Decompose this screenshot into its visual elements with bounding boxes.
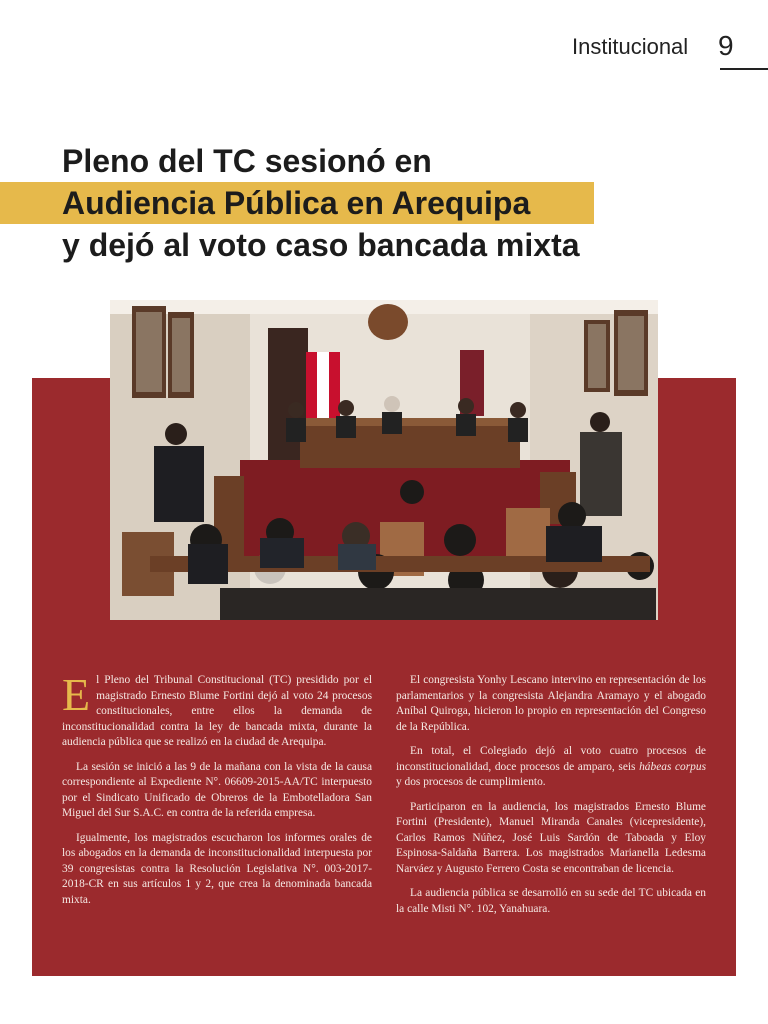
paragraph-text: En total, el Colegiado dejó al voto cuatro procesos de inconstitucionalidad, doce procesos de amparo, seis — [396, 745, 706, 773]
headline-line-1: Pleno del TC sesionó en — [62, 143, 432, 179]
headline — [0, 140, 768, 266]
article-body — [62, 669, 706, 926]
article-paragraph: El congresista Yonhy Lescano intervino en representación de los parlamentarios y la congresista Alejandra Aramayo y el abogado Aníbal Quiroga, hicieron lo propio en representación del Congreso de la República. — [396, 674, 706, 733]
headline-line-2-highlighted: Audiencia Pública en Arequipa — [0, 182, 594, 224]
article-paragraph: Participaron en la audiencia, los magistrados Ernesto Blume Fortini (Presidente), Manuel Miranda Canales (vicepresidente), Carlos Ramos Núñez, José Luis Sardón de Taboada y Eloy Espinosa-Saldaña Barrera. Los magistrados Marianella Ledesma Narváez y Augusto Ferrero Costa se encontraban de licencia. — [396, 800, 706, 875]
article-column-2 — [396, 673, 706, 926]
article-paragraph: La sesión se inició a las 9 de la mañana con la vista de la causa correspondiente al Expediente N°. 06609-2015-AA/TC interpuesto por el Sindicato Unificado de Obreros de la Embotelladora San Miguel del Sur S.A.C. en contra de la referida empresa. — [62, 760, 372, 819]
header-rule — [720, 68, 768, 70]
article-paragraph: La audiencia pública se desarrolló en su sede del TC ubicada en la calle Misti N°. 102, Yanahuara. — [396, 887, 706, 915]
italic-term: hábeas corpus — [639, 760, 706, 773]
article-paragraph: Igualmente, los magistrados escucharon los informes orales de los abogados en la demanda de inconstitucionalidad interpuesta por 39 congresistas contra la Resolución Legislativa N°. 003-2017-2018-CR en sus artículos 1 y 2, que crea la denominada bancada mixta. — [62, 831, 372, 906]
drop-cap: E — [62, 669, 91, 720]
article-paragraph — [62, 669, 372, 751]
article-paragraph — [396, 744, 706, 791]
paragraph-text: y dos procesos de cumplimiento. — [396, 776, 546, 788]
article-column-1 — [62, 669, 372, 926]
headline-line-3: y dejó al voto caso bancada mixta — [62, 227, 580, 263]
page-number: 9 — [718, 30, 734, 61]
section-title: Institucional — [572, 34, 689, 59]
paragraph-text: l Pleno del Tribunal Constitucional (TC) presidido por el magistrado Ernesto Blume Fortini dejó al voto 24 procesos constitucionales, entre ellos la demanda de inconstitucionalidad contra la ley de bancada mixta, durante la audiencia pública que se realizó en la ciudad de Arequipa. — [62, 674, 372, 748]
hearing-photo — [110, 300, 658, 620]
